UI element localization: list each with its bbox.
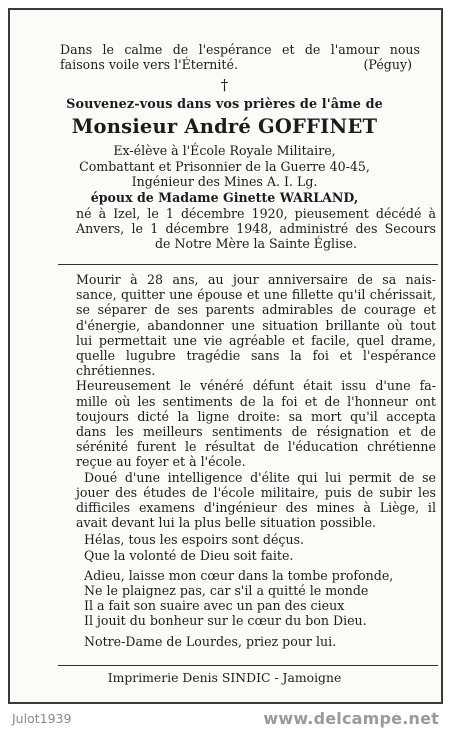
birth-line: de Notre Mère la Sainte Église. bbox=[154, 236, 358, 252]
divider bbox=[58, 264, 438, 265]
text-line: d'énergie, abandonner une situation brillante où tout bbox=[76, 317, 436, 333]
memorial-card bbox=[22, 30, 436, 700]
spouse-line: époux de Madame Ginette WARLAND, bbox=[90, 189, 359, 205]
birth-death-block bbox=[76, 206, 436, 252]
epigraph-source: (Péguy) bbox=[363, 57, 412, 73]
prayer-intro: Souvenez-vous dans vos prières de l'âme de bbox=[66, 97, 383, 112]
birth-line: né à Izel, le 1 décembre 1920, pieusement décédé à bbox=[76, 206, 436, 221]
text-line: quelle lugubre tragédie sans la foi et l'espérance bbox=[76, 348, 436, 364]
text-line: chrétiennes. bbox=[76, 363, 156, 379]
verse-line: Adieu, laisse mon cœur dans la tombe profonde, bbox=[84, 567, 394, 583]
text-line: difficiles examens d'ingénieur des mines à Liège, il bbox=[76, 500, 436, 516]
epigraph-line: Dans le calme de l'espérance et de l'amour nous bbox=[60, 42, 420, 57]
verse-line: Ne le plaignez pas, car s'il a quitté le monde bbox=[84, 583, 369, 599]
text-line: reçue au foyer et à l'école. bbox=[76, 454, 246, 470]
listing-footer bbox=[0, 708, 451, 730]
divider bbox=[58, 665, 438, 666]
printer-credit: Imprimerie Denis SINDIC - Jamoigne bbox=[107, 670, 342, 685]
seller-name: Julot1939 bbox=[12, 711, 72, 726]
verse bbox=[76, 532, 436, 562]
text-line: Mourir à 28 ans, au jour anniversaire de sa nais- bbox=[76, 272, 436, 287]
verse bbox=[76, 568, 436, 629]
paragraph bbox=[76, 470, 436, 531]
text-line: mille où les sentiments de la foi et de l'honneur ont bbox=[76, 393, 436, 409]
verse-line: Il a fait son suaire avec un pan des cieux bbox=[84, 598, 345, 614]
text-line: Doué d'une intelligence d'élite qui lui permit de se bbox=[84, 469, 436, 485]
birth-line: Anvers, le 1 décembre 1948, administré des Secours bbox=[76, 221, 436, 237]
text-line: se séparer de ses parents admirables de courage et bbox=[76, 302, 436, 318]
paragraph bbox=[76, 272, 436, 378]
cross-icon: † bbox=[220, 76, 229, 94]
text-line: toujours dicté la ligne droite: sa mort qu'il accepta bbox=[76, 408, 436, 424]
text-line: avait devant lui la plus belle situation possible. bbox=[76, 515, 377, 531]
text-line: jouer des études de l'école militaire, puis de subir les bbox=[76, 484, 436, 500]
text-line: Heureusement le vénéré défunt était issu d'une fa- bbox=[76, 378, 436, 394]
title-line: Combattant et Prisonnier de la Guerre 40-45, bbox=[79, 158, 370, 174]
verse-line: Hélas, tous les espoirs sont déçus. bbox=[84, 532, 305, 548]
epigraph-row bbox=[60, 57, 420, 72]
text-line: sance, quitter une épouse et une fillette qu'il chérissait, bbox=[76, 287, 436, 303]
titles-block bbox=[22, 143, 427, 205]
epigraph bbox=[60, 42, 420, 72]
eulogy-text bbox=[76, 272, 436, 649]
paragraph bbox=[76, 378, 436, 469]
verse-line: Il jouit du bonheur sur le cœur du bon Dieu. bbox=[84, 613, 367, 629]
epigraph-line: faisons voile vers l'Éternité. bbox=[60, 57, 238, 73]
title-line: Ex-élève à l'École Royale Militaire, bbox=[113, 143, 336, 158]
verse-line: Que la volonté de Dieu soit faite. bbox=[84, 547, 294, 563]
deceased-name: Monsieur André GOFFINET bbox=[71, 115, 378, 138]
text-line: sérénité furent le résultat de l'éducation chrétienne bbox=[76, 439, 436, 455]
title-line: Ingénieur des Mines A. I. Lg. bbox=[131, 174, 318, 189]
site-watermark: www.delcampe.net bbox=[263, 709, 439, 728]
text-line: lui permettait une vie agréable et facile, quel drame, bbox=[76, 332, 436, 348]
text-line: dans les meilleurs sentiments de résignation et de bbox=[76, 424, 436, 440]
closing-prayer: Notre-Dame de Lourdes, priez pour lui. bbox=[84, 633, 337, 649]
